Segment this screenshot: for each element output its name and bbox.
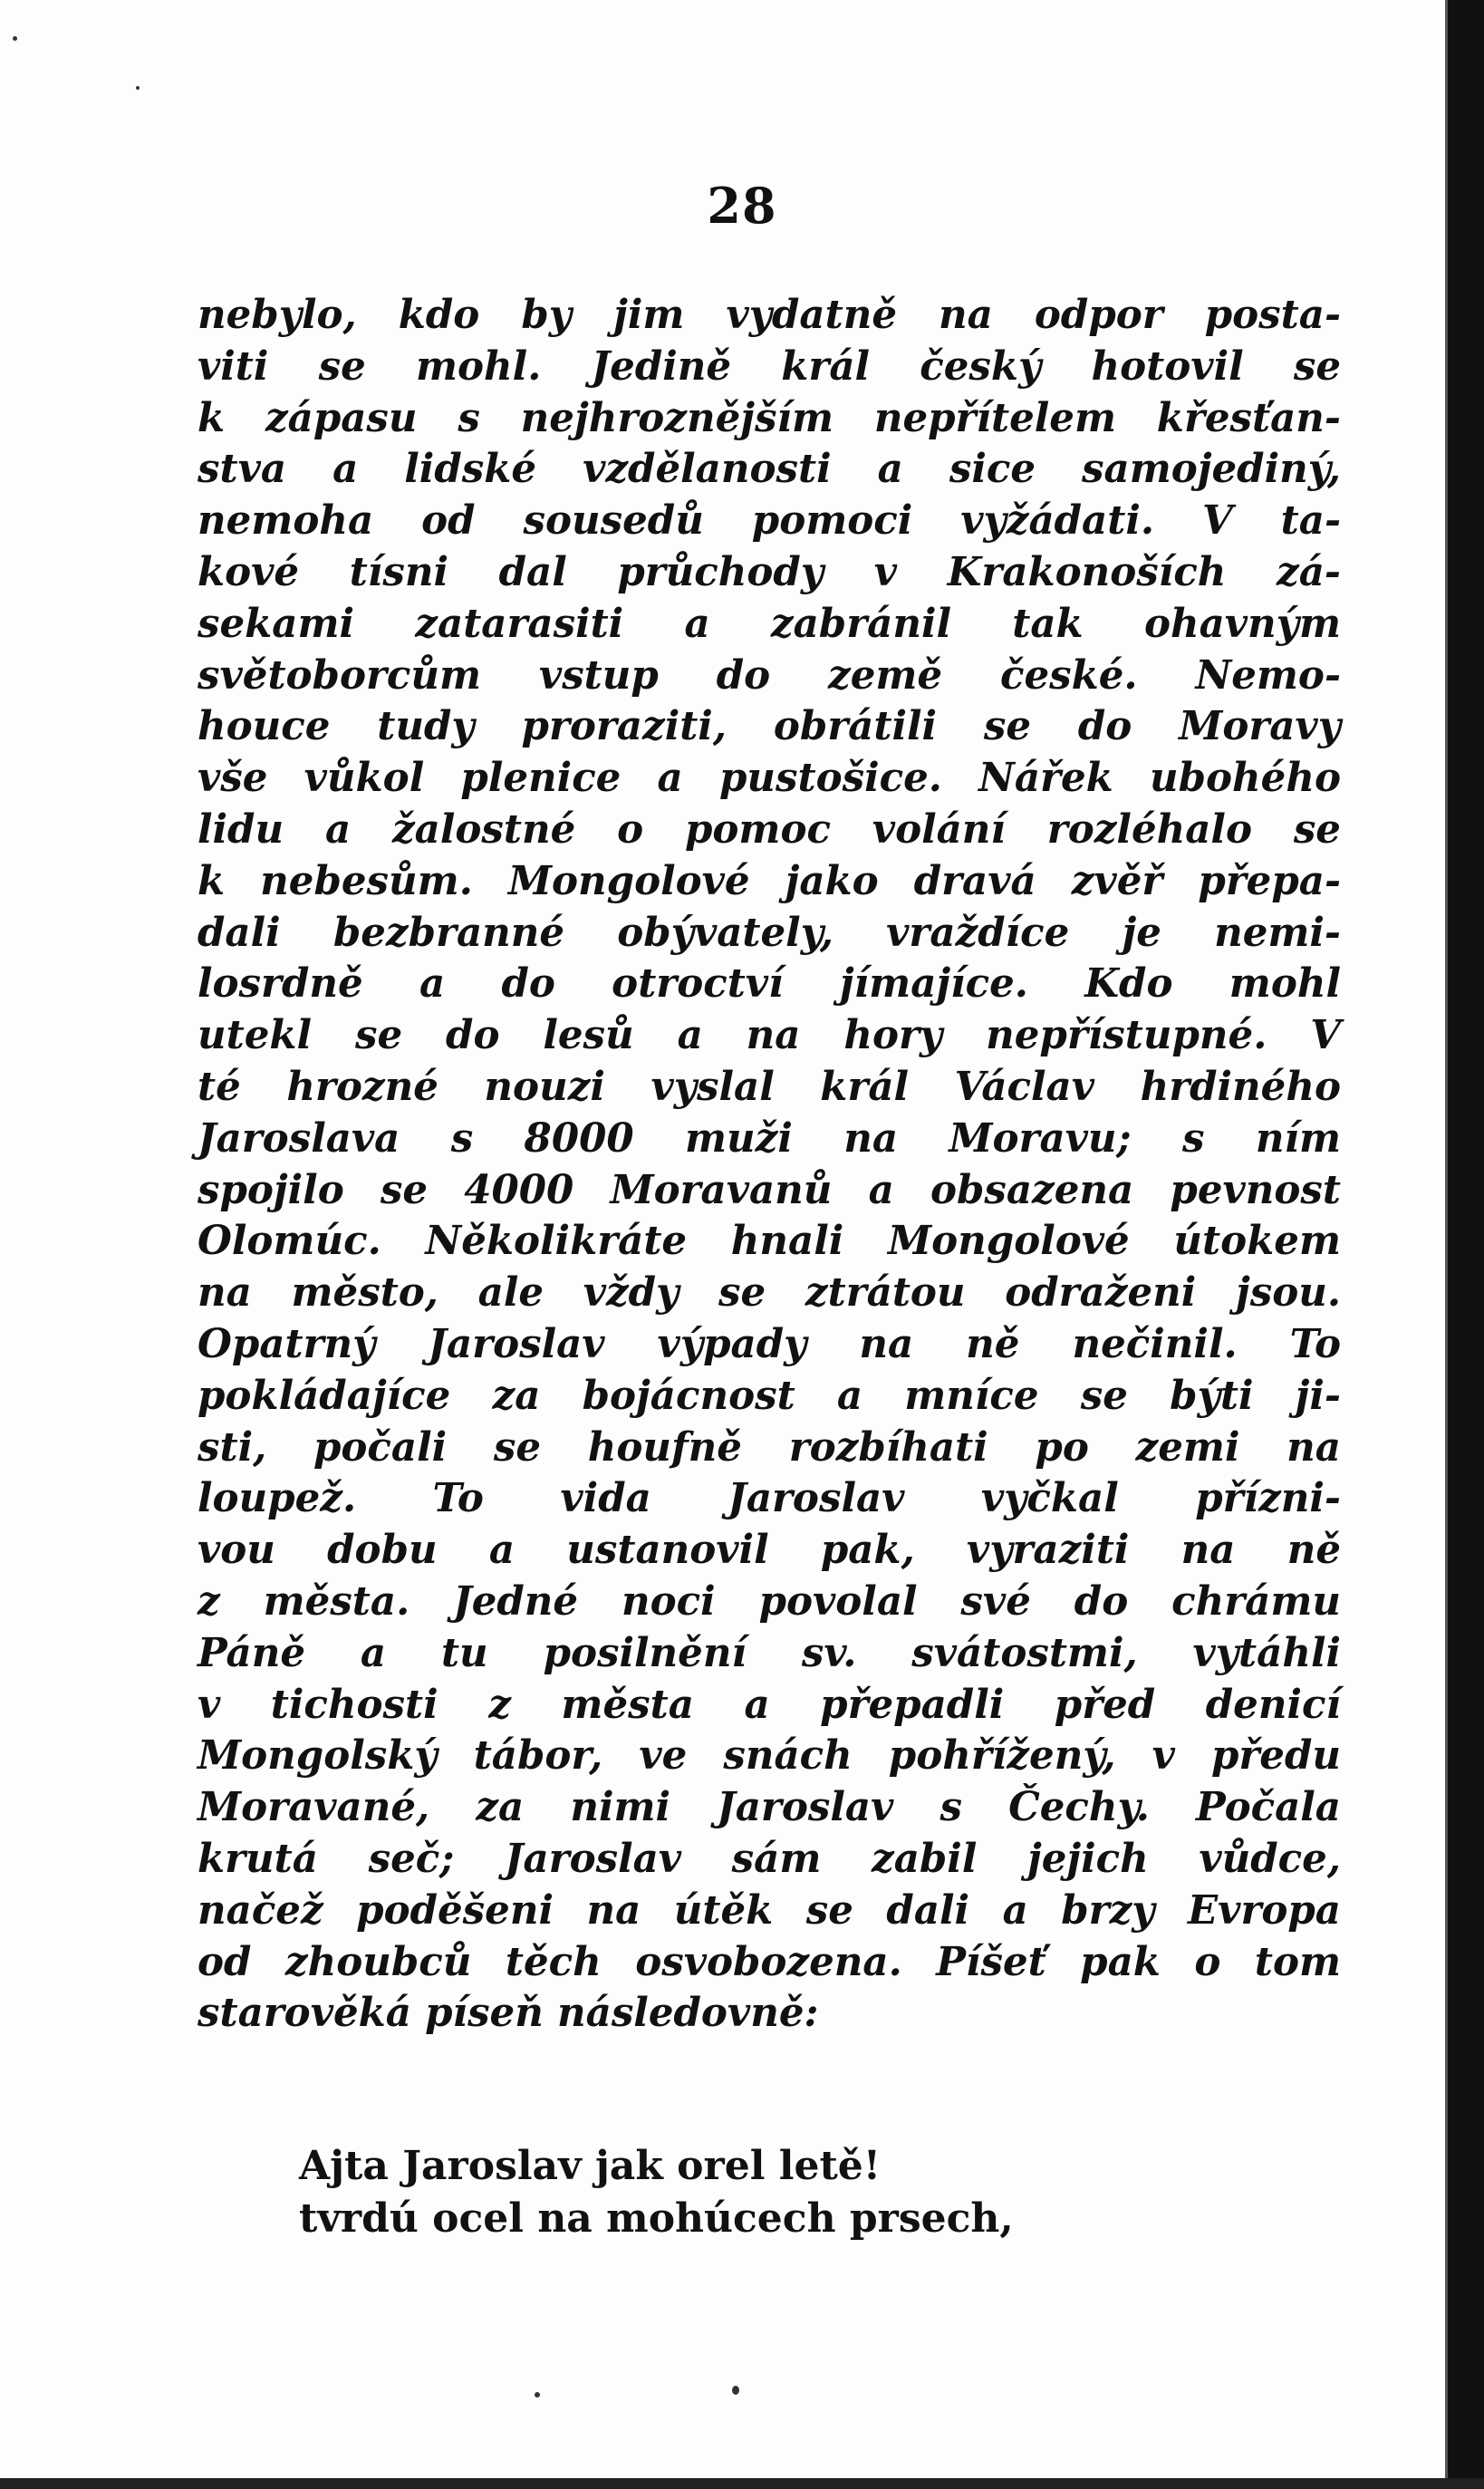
text-line: starověká píseň následovně: (198, 1990, 819, 2037)
text-line: z města. Jedné noci povolal své do chrámu (198, 1577, 1341, 1625)
text-line: od zhoubců těch osvobozena. Píšeť pak o tom (198, 1938, 1341, 1985)
text-line: Olomúc. Několikráte hnali Mongolové útokem (198, 1218, 1341, 1265)
text-line: krutá seč; Jaroslav sám zabil jejich vůdce, (198, 1835, 1341, 1882)
text-line: té hrozné nouzi vyslal král Václav hrdiného (198, 1063, 1341, 1110)
text-line: spojilo se 4000 Moravanů a obsazena pevnost (198, 1166, 1341, 1213)
text-line: nemoha od sousedů pomoci vyžádati. V ta- (198, 497, 1341, 545)
text-line: Opatrný Jaroslav výpady na ně nečinil. To (198, 1320, 1341, 1367)
text-line: Páně a tu posilnění sv. svátostmi, vytáhli (198, 1629, 1341, 1676)
scan-edge-right (1448, 0, 1484, 2489)
verse-line: Ajta Jaroslav jak orel letě! (299, 2143, 882, 2189)
text-line: utekl se do lesů a na hory nepřístupné. V (198, 1012, 1341, 1059)
body-text (198, 290, 1341, 2040)
print-speck (535, 2392, 540, 2397)
text-line: vou dobu a ustanovil pak, vyraziti na ně (198, 1527, 1341, 1574)
text-line: sekami zatarasiti a zabránil tak ohavným (198, 600, 1341, 647)
page-number: 28 (707, 177, 777, 235)
text-line: losrdně a do otroctví jímajíce. Kdo mohl (198, 960, 1341, 1008)
print-speck (732, 2386, 739, 2395)
text-line: pokládajíce za bojácnost a mníce se býti ji- (198, 1372, 1341, 1419)
text-line: houce tudy proraziti, obrátili se do Moravy (198, 703, 1341, 750)
text-line: Jaroslava s 8000 muži na Moravu; s ním (198, 1114, 1341, 1162)
scan-edge-bottom (0, 2478, 1484, 2489)
text-line: Mongolský tábor, ve snách pohřížený, v předu (198, 1732, 1341, 1780)
text-line: viti se mohl. Jedině král český hotovil se (198, 342, 1341, 390)
text-line: načež poděšeni na útěk se dali a brzy Evropa (198, 1886, 1341, 1934)
text-line: světoborcům vstup do země české. Nemo- (198, 651, 1341, 699)
text-line: loupež. To vida Jaroslav vyčkal přízni- (198, 1475, 1341, 1522)
text-line: k nebesům. Mongolové jako dravá zvěř přepa- (198, 857, 1341, 904)
text-line: Moravané, za nimi Jaroslav s Čechy. Počala (198, 1784, 1341, 1831)
text-line: k zápasu s nejhroznějším nepřítelem křesťan- (198, 394, 1341, 441)
verse-line: tvrdú ocel na mohúcech prsech, (299, 2195, 1014, 2242)
text-line: nebylo, kdo by jim vydatně na odpor posta- (198, 292, 1341, 338)
text-line: stva a lidské vzdělanosti a sice samojediný, (198, 446, 1341, 493)
text-line: vše vůkol plenice a pustošice. Nářek ubohého (198, 755, 1341, 802)
text-line: na město, ale vždy se ztrátou odraženi jsou. (198, 1269, 1341, 1317)
verse-block (299, 2140, 1296, 2245)
text-line: kové tísni dal průchody v Krakonoších zá- (198, 548, 1341, 595)
text-line: v tichosti z města a přepadli před denicí (198, 1681, 1341, 1728)
print-speck (136, 86, 140, 90)
text-line: dali bezbranné obývately, vraždíce je nemi- (198, 909, 1341, 956)
text-line: lidu a žalostné o pomoc volání rozléhalo se (198, 806, 1341, 853)
print-speck (13, 36, 17, 41)
text-line: sti, počali se houfně rozbíhati po zemi na (198, 1423, 1341, 1471)
